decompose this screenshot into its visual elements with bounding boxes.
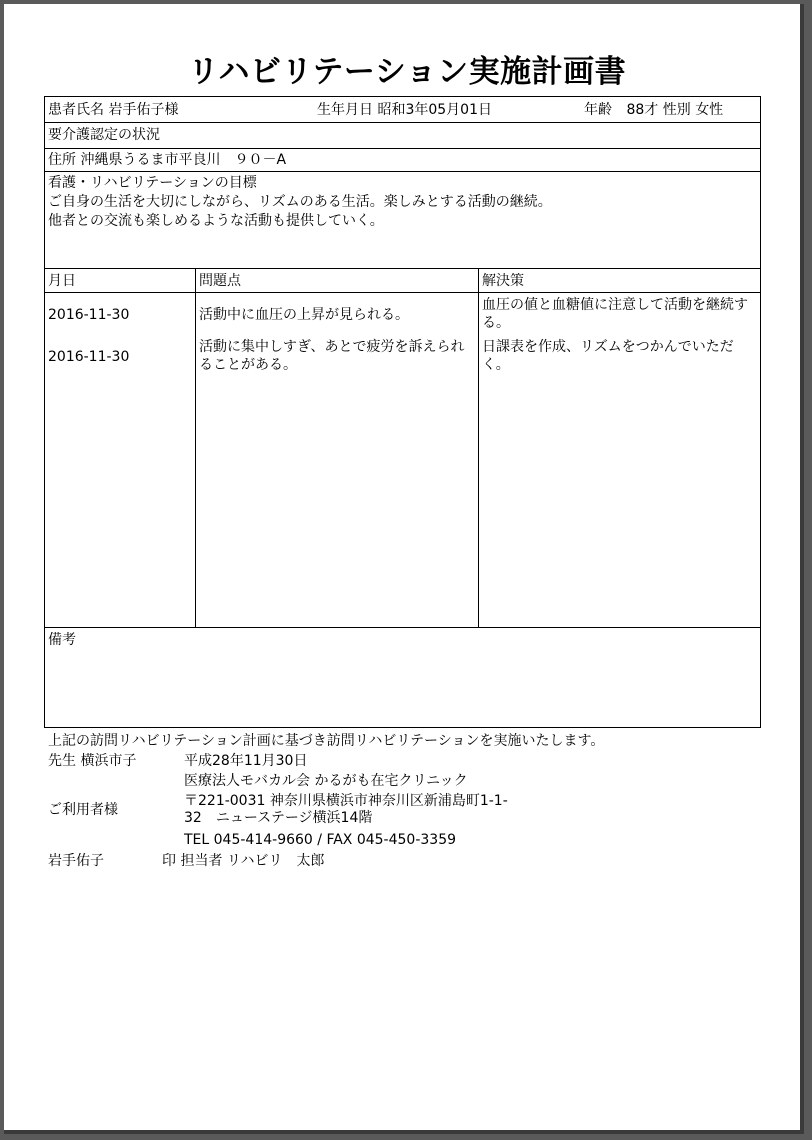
staff-label: 担当者: [180, 853, 223, 869]
doctor-label: 先生: [48, 753, 76, 769]
patient-age-row: [584, 101, 723, 119]
clinic-name: 医療法人モバカル会 かるがも在宅クリニック: [184, 773, 468, 789]
patient-age: 88才: [626, 102, 659, 118]
user-label: ご利用者様: [48, 802, 118, 818]
patient-address: 沖縄県うるま市平良川 ９０－A: [80, 152, 287, 168]
row-1-solution: 血圧の値と血糖値に注意して活動を継続する。: [482, 297, 748, 331]
staff-line: [162, 852, 325, 870]
header-problem: 問題点: [199, 273, 241, 289]
sex-label: 性別: [662, 102, 691, 118]
row-1-date: 2016-11-30: [48, 307, 130, 323]
patient-dob: 昭和3年05月01日: [377, 102, 492, 118]
age-label: 年齢: [584, 102, 612, 118]
header-date: 月日: [48, 273, 76, 289]
clinic-tel-fax: TEL 045-414-9660 / FAX 045-450-3359: [184, 832, 457, 848]
goal-text-line-2: 他者との交流も楽しめるような活動も提供していく。: [48, 213, 384, 229]
column-divider: [195, 268, 196, 628]
doctor-line: [48, 752, 136, 770]
document-title: リハビリテーション実施計画書: [187, 54, 627, 90]
address-label: 住所: [48, 152, 76, 168]
staff-name: リハビリ 太郎: [226, 853, 325, 869]
clinic-address-line-1: 〒221-0031 神奈川県横浜市神奈川区新浦島町1-1-: [184, 793, 508, 809]
row-divider: [44, 627, 761, 628]
goal-text-line-1: ご自身の生活を大切にしながら、リズムのある生活。楽しみとする活動の継続。: [48, 194, 552, 210]
row-divider: [44, 171, 761, 172]
patient-name-label: 患者氏名: [48, 102, 104, 118]
column-divider: [478, 268, 479, 628]
goal-label: 看護・リハビリテーションの目標: [48, 175, 257, 191]
remarks-label: 備考: [48, 632, 76, 648]
row-1-problem: 活動中に血圧の上昇が見られる。: [199, 307, 409, 323]
patient-name: 岩手佑子様: [108, 102, 179, 118]
row-divider: [44, 148, 761, 149]
care-level-label: 要介護認定の状況: [48, 127, 160, 143]
clinic-address-line-2: 32 ニューステージ横浜14階: [184, 810, 373, 826]
patient-dob-row: [317, 101, 492, 119]
row-2-problem: 活動に集中しすぎ、あとで疲労を訴えられることがある。: [199, 339, 465, 373]
address-row: [48, 151, 286, 169]
header-solution: 解決策: [482, 273, 524, 289]
row-2-date: 2016-11-30: [48, 349, 130, 365]
user-name: 岩手佑子: [48, 853, 104, 869]
row-divider: [44, 122, 761, 123]
doctor-name: 横浜市子: [80, 753, 137, 769]
dob-label: 生年月日: [317, 102, 373, 118]
document-page: [4, 4, 804, 1134]
implementation-statement: 上記の訪問リハビリテーション計画に基づき訪問リハビリテーションを実施いたします。: [48, 733, 605, 749]
seal-mark: 印: [162, 853, 176, 869]
row-divider: [44, 268, 761, 269]
patient-sex: 女性: [695, 102, 724, 118]
issue-date: 平成28年11月30日: [184, 753, 308, 769]
row-divider: [44, 292, 761, 293]
patient-name-row: [48, 101, 178, 119]
row-2-solution: 日課表を作成、リズムをつかんでいただく。: [482, 339, 734, 373]
